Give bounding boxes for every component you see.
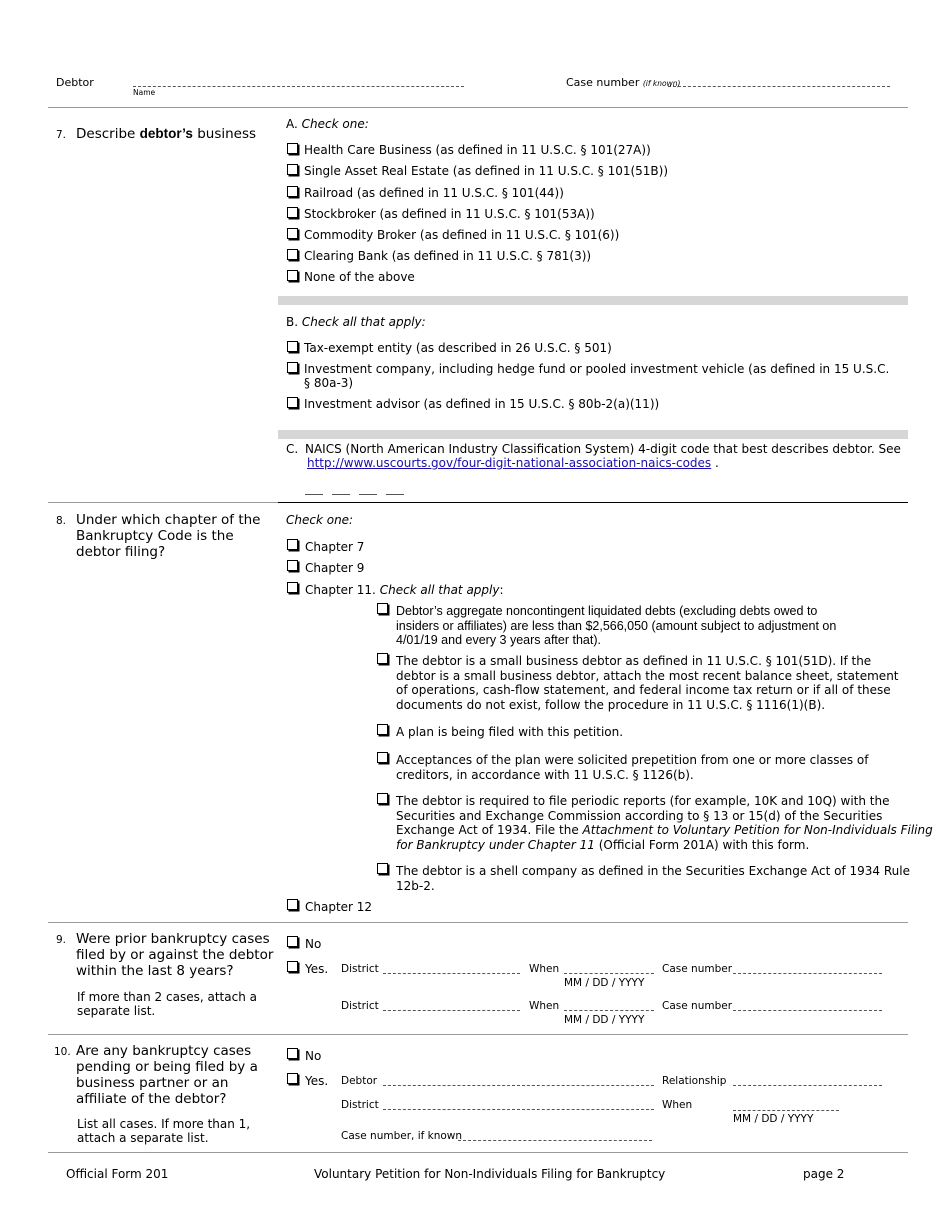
checkbox-health-care[interactable] (287, 143, 298, 154)
q7-c-label: C. (286, 442, 299, 456)
q10-when-label: When (662, 1099, 693, 1111)
option-chapter-11 (305, 583, 504, 597)
naics-link-period: . (715, 456, 719, 470)
option-chapter-7: Chapter 7 (305, 540, 365, 554)
aggregate-debts-line-1: Debtor’s aggregate noncontingent liquidated debts (excluding debts owed to (396, 604, 818, 618)
q10-yes-label: Yes. (305, 1074, 329, 1088)
shell-company-line-2: 12b-2. (396, 878, 435, 893)
q7-b-label: B. (286, 315, 299, 329)
q7-a-label: A. (286, 117, 298, 131)
header-rule (48, 107, 908, 108)
attachment-post: (Official Form 201A) with this form. (598, 837, 810, 852)
q9-when-field-1[interactable] (564, 973, 654, 974)
checkbox-stockbroker[interactable] (287, 207, 298, 218)
q9-yes-label: Yes. (305, 962, 329, 976)
checkbox-single-asset[interactable] (287, 164, 298, 175)
checkbox-chapter-11[interactable] (287, 582, 298, 593)
q8-instruction: Check one: (286, 513, 354, 527)
checkbox-commodity-broker[interactable] (287, 228, 298, 239)
checkbox-q9-no[interactable] (287, 936, 298, 947)
q7-q8-divider-right (278, 502, 908, 503)
q9-case-number-label-1: Case number (662, 963, 733, 975)
q10-debtor-label: Debtor (341, 1075, 378, 1087)
footer-form-number: Official Form 201 (66, 1167, 169, 1181)
q9-district-label-2: District (341, 1000, 379, 1012)
q7-title-bold: debtor’s (139, 126, 193, 141)
checkbox-periodic-reports[interactable] (377, 793, 388, 804)
q9-note: If more than 2 cases, attach a separate list. (77, 990, 257, 1018)
naics-digit-4[interactable] (386, 494, 404, 495)
aggregate-debts-line-2: insiders or affiliates) are less than $2,566,050 (amount subject to adjustment on (396, 618, 837, 633)
q9-when-field-2[interactable] (564, 1010, 654, 1011)
section-band-c (278, 430, 908, 439)
periodic-reports-line-3 (396, 823, 933, 838)
q10-number: 10. (54, 1046, 71, 1058)
attachment-italic-1: Attachment to Voluntary Petition for Non-Individuals Filing (582, 823, 933, 837)
checkbox-chapter-9[interactable] (287, 560, 298, 571)
q7-b-header (286, 315, 426, 329)
q10-district-label: District (341, 1099, 379, 1111)
periodic-reports-line-3-text: Exchange Act of 1934. File the (396, 823, 579, 837)
shell-company-line-1: The debtor is a shell company as defined in the Securities Exchange Act of 1934 Rule (396, 864, 910, 878)
q10-note: List all cases. If more than 1, attach a separate list. (77, 1117, 251, 1145)
checkbox-chapter-12[interactable] (287, 899, 298, 910)
if-known-text: (if known) (642, 79, 681, 88)
footer-page-number: page 2 (803, 1167, 845, 1181)
checkbox-clearing-bank[interactable] (287, 249, 298, 260)
checkbox-acceptances[interactable] (377, 752, 388, 763)
q10-relationship-field[interactable] (733, 1085, 882, 1086)
sub-option-acceptances (396, 753, 868, 782)
periodic-reports-line-2: Securities and Exchange Commission according to § 13 or 15(d) of the Securities (396, 808, 883, 823)
option-single-asset: Single Asset Real Estate (as defined in 11 U.S.C. § 101(51B)) (304, 164, 669, 178)
q7-a-instruction: Check one: (301, 117, 369, 131)
checkbox-aggregate-debts[interactable] (377, 603, 388, 614)
option-railroad: Railroad (as defined in 11 U.S.C. § 101(44)) (304, 186, 564, 200)
q7-number: 7. (56, 129, 67, 141)
q9-when-label-2: When (529, 1000, 560, 1012)
sub-option-periodic-reports (396, 794, 933, 852)
option-none-of-above: None of the above (304, 270, 415, 284)
checkbox-q10-no[interactable] (287, 1048, 298, 1059)
q9-date-format-2: MM / DD / YYYY (564, 1014, 645, 1026)
q7-title-post: business (197, 126, 257, 142)
checkbox-none-of-above[interactable] (287, 270, 298, 281)
q10-no-label: No (305, 1049, 322, 1063)
q9-case-number-field-1[interactable] (733, 973, 882, 974)
q7-title-pre: Describe (76, 126, 136, 142)
option-clearing-bank: Clearing Bank (as defined in 11 U.S.C. § 781(3)) (304, 249, 592, 263)
q8-q9-divider (48, 922, 908, 923)
naics-link-line (307, 456, 719, 470)
attachment-italic-2: for Bankruptcy under Chapter 11 (396, 837, 595, 852)
option-investment-advisor: Investment advisor (as defined in 15 U.S.C. § 80b-2(a)(11)) (304, 397, 660, 411)
periodic-reports-line-4 (396, 838, 933, 853)
q8-title: Under which chapter of the Bankruptcy Code is the debtor filing? (76, 512, 261, 560)
small-business-line-3: of operations, cash-flow statement, and federal income tax return or if all of these (396, 683, 891, 697)
q9-district-label-1: District (341, 963, 379, 975)
option-investment-company: Investment company, including hedge fund or pooled investment vehicle (as defined in 15 U.S.C. (304, 362, 890, 376)
option-stockbroker: Stockbroker (as defined in 11 U.S.C. § 101(53A)) (304, 207, 595, 221)
q8-number: 8. (56, 515, 67, 527)
option-tax-exempt: Tax-exempt entity (as described in 26 U.S.C. § 501) (304, 341, 612, 355)
sub-option-aggregate-debts (396, 604, 836, 648)
option-investment-company-cont: § 80a-3) (304, 376, 354, 390)
q10-debtor-field[interactable] (383, 1085, 654, 1086)
checkbox-small-business[interactable] (377, 653, 388, 664)
naics-digit-2[interactable] (332, 494, 350, 495)
footer-rule (48, 1152, 908, 1153)
option-chapter-9: Chapter 9 (305, 561, 365, 575)
q9-district-field-2[interactable] (383, 1010, 520, 1011)
debtor-name-field[interactable] (133, 86, 464, 87)
sub-option-shell-company (396, 864, 910, 893)
q10-district-field[interactable] (383, 1109, 654, 1110)
q9-district-field-1[interactable] (383, 973, 520, 974)
checkbox-q9-yes[interactable] (287, 961, 298, 972)
small-business-line-1: The debtor is a small business debtor as defined in 11 U.S.C. § 101(51D). If the (396, 654, 872, 668)
option-health-care: Health Care Business (as defined in 11 U.S.C. § 101(27A)) (304, 143, 651, 157)
q9-when-label-1: When (529, 963, 560, 975)
checkbox-chapter-7[interactable] (287, 539, 298, 550)
q10-when-field[interactable] (733, 1110, 839, 1111)
sub-option-plan-filed: A plan is being filed with this petition. (396, 725, 624, 739)
q7-title (76, 126, 256, 142)
checkbox-q10-yes[interactable] (287, 1073, 298, 1084)
periodic-reports-line-1: The debtor is required to file periodic reports (for example, 10K and 10Q) with the (396, 794, 890, 808)
q10-date-format: MM / DD / YYYY (733, 1113, 814, 1125)
naics-digit-1[interactable] (305, 494, 323, 495)
case-number-label (566, 76, 680, 89)
acceptances-line-1: Acceptances of the plan were solicited prepetition from one or more classes of (396, 753, 869, 767)
q7-a-header (286, 117, 369, 131)
q10-relationship-label: Relationship (662, 1075, 727, 1087)
acceptances-line-2: creditors, in accordance with 11 U.S.C. § 1126(b). (396, 767, 694, 782)
aggregate-debts-line-3: 4/01/19 and every 3 years after that). (396, 633, 601, 647)
q7-q8-divider-left (48, 502, 278, 503)
option-chapter-12: Chapter 12 (305, 900, 373, 914)
q7-b-instruction: Check all that apply: (301, 315, 426, 329)
q10-case-number-label: Case number, if known (341, 1130, 463, 1142)
q9-q10-divider (48, 1034, 908, 1035)
checkbox-investment-company[interactable] (287, 362, 298, 373)
q9-no-label: No (305, 937, 322, 951)
chapter-11-label: Chapter 11. (305, 583, 376, 597)
name-caption: Name (133, 88, 156, 97)
q9-case-number-field-2[interactable] (733, 1010, 882, 1011)
checkbox-investment-advisor[interactable] (287, 397, 298, 408)
sub-option-small-business (396, 654, 899, 712)
q9-title: Were prior bankruptcy cases filed by or against the debtor within the last 8 years? (76, 931, 274, 979)
case-number-field[interactable] (668, 86, 890, 87)
checkbox-shell-company[interactable] (377, 863, 388, 874)
section-band-b (278, 296, 908, 305)
checkbox-railroad[interactable] (287, 186, 298, 197)
small-business-line-4: documents do not exist, follow the procedure in 11 U.S.C. § 1116(1)(B). (396, 697, 826, 712)
small-business-line-2: debtor is a small business debtor, attach the most recent balance sheet, statement (396, 668, 899, 683)
q9-date-format-1: MM / DD / YYYY (564, 977, 645, 989)
naics-link[interactable]: http://www.uscourts.gov/four-digit-national-association-naics-codes (307, 456, 712, 470)
case-number-text: Case number (566, 76, 640, 89)
q10-case-number-field[interactable] (458, 1140, 652, 1141)
checkbox-plan-filed[interactable] (377, 724, 388, 735)
option-commodity-broker: Commodity Broker (as defined in 11 U.S.C. § 101(6)) (304, 228, 620, 242)
footer-form-title: Voluntary Petition for Non-Individuals Filing for Bankruptcy (314, 1167, 666, 1181)
debtor-label: Debtor (56, 76, 94, 89)
q9-case-number-label-2: Case number (662, 1000, 733, 1012)
chapter-11-instruction: Check all that apply (379, 583, 500, 597)
q7-c-text: NAICS (North American Industry Classification System) 4-digit code that best describes debtor. See (305, 442, 901, 456)
naics-digit-3[interactable] (359, 494, 377, 495)
checkbox-tax-exempt[interactable] (287, 341, 298, 352)
q10-title: Are any bankruptcy cases pending or being filed by a business partner or an affiliate of the debtor? (76, 1043, 258, 1107)
q9-number: 9. (56, 934, 67, 946)
chapter-11-colon: : (499, 583, 504, 597)
